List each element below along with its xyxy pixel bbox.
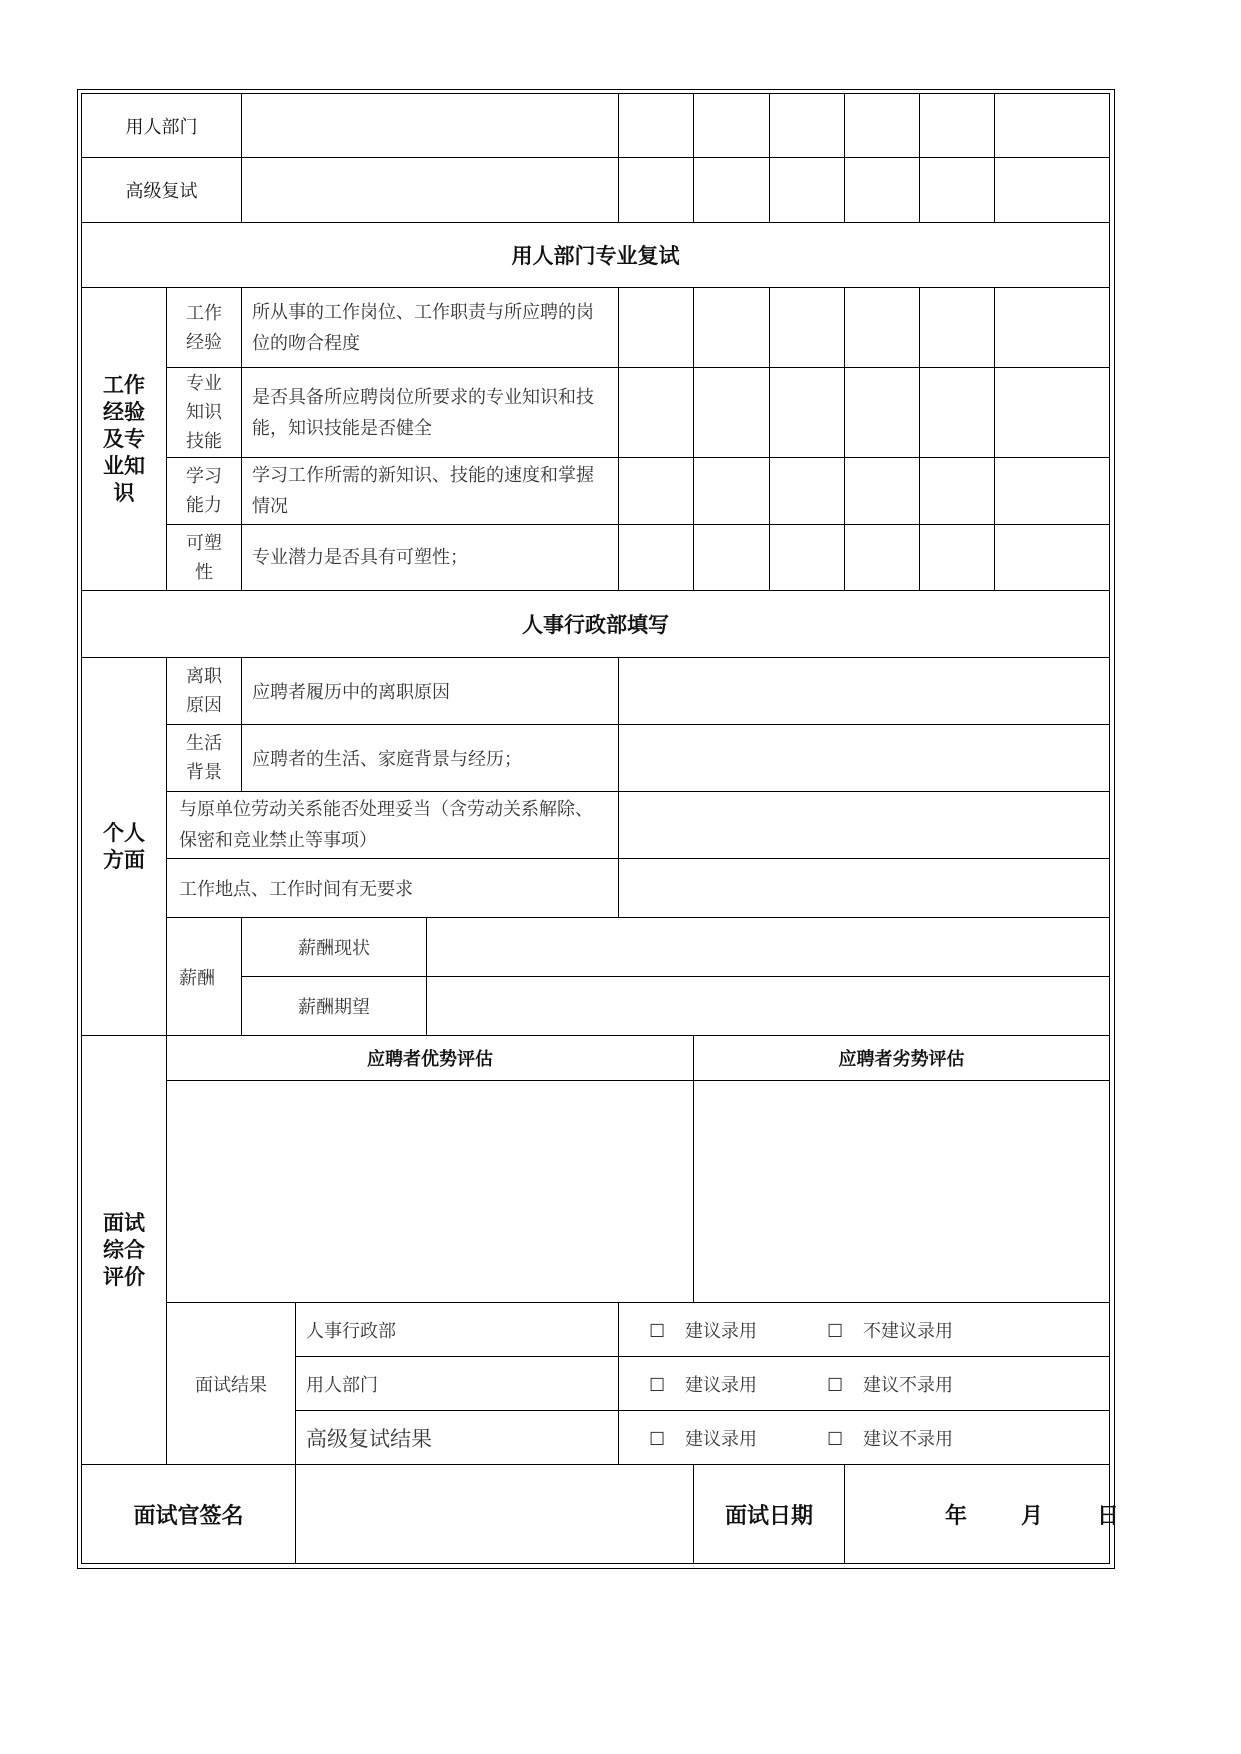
score-cell[interactable] (619, 288, 694, 368)
row-signature (82, 1465, 1110, 1564)
strengths-title: 应聘者优势评估 (167, 1036, 694, 1081)
dept-section-title: 用人部门专业复试 (82, 223, 1110, 288)
work-location-field[interactable] (619, 859, 1110, 918)
score-cell[interactable] (694, 525, 770, 591)
option-label: 建议录用 (685, 1428, 758, 1450)
interviewer-sign-label: 面试官签名 (82, 1465, 296, 1564)
score-cell[interactable] (845, 288, 920, 368)
interviewer-sign-field[interactable] (296, 1465, 694, 1564)
result-dept-senior: 高级复试结果 (296, 1411, 619, 1465)
weaknesses-title: 应聘者劣势评估 (694, 1036, 1110, 1081)
score-cell[interactable] (995, 288, 1110, 368)
checkbox-not-recommend-hire[interactable]: ☐ (827, 1428, 844, 1450)
row-dept-section-header (82, 223, 1110, 288)
option-label: 建议不录用 (863, 1428, 954, 1450)
row-work-location (82, 859, 1110, 918)
interview-date-label: 面试日期 (694, 1465, 845, 1564)
item-desc-work-experience: 所从事的工作岗位、工作职责与所应聘的岗位的吻合程度 (242, 288, 619, 368)
row-plasticity (82, 525, 1110, 591)
row-professional-skills (82, 368, 1110, 458)
leaving-reason-field[interactable] (619, 658, 1110, 725)
day-label: 日 (1097, 1503, 1120, 1529)
checkbox-recommend-hire[interactable]: ☐ (649, 1428, 666, 1450)
result-options-hr (619, 1303, 1110, 1357)
employing-dept-field[interactable] (242, 94, 619, 158)
item-label-work-experience: 工作 经验 (167, 288, 242, 368)
salary-label: 薪酬 (167, 918, 242, 1036)
item-desc-leaving-reason: 应聘者履历中的离职原因 (242, 658, 619, 725)
score-cell[interactable] (619, 458, 694, 525)
score-cell[interactable] (770, 94, 845, 158)
score-cell[interactable] (845, 458, 920, 525)
score-cell[interactable] (619, 94, 694, 158)
checkbox-recommend-hire[interactable]: ☐ (649, 1320, 666, 1342)
strengths-field[interactable] (167, 1081, 694, 1303)
row-hr-section-header (82, 591, 1110, 658)
score-cell[interactable] (920, 525, 995, 591)
item-label-learning-ability: 学习 能力 (167, 458, 242, 525)
experience-group-label: 工作 经验 及专 业知 识 (82, 288, 167, 591)
item-desc-learning-ability: 学习工作所需的新知识、技能的速度和掌握情况 (242, 458, 619, 525)
row-learning-ability (82, 458, 1110, 525)
salary-current-field[interactable] (427, 918, 1110, 977)
evaluation-group-label: 面试 综合 评价 (82, 1036, 167, 1465)
row-eval-headers (82, 1036, 1110, 1081)
score-cell[interactable] (920, 158, 995, 223)
salary-expected-label: 薪酬期望 (242, 977, 427, 1036)
row-leaving-reason (82, 658, 1110, 725)
score-cell[interactable] (619, 368, 694, 458)
row-work-experience (82, 288, 1110, 368)
option-label: 建议不录用 (863, 1374, 954, 1396)
row-result-hr (82, 1303, 1110, 1357)
score-cell[interactable] (995, 94, 1110, 158)
option-label: 建议录用 (685, 1374, 758, 1396)
row-employing-dept (82, 94, 1110, 158)
score-cell[interactable] (920, 288, 995, 368)
item-desc-life-background: 应聘者的生活、家庭背景与经历； (242, 725, 619, 792)
row-senior-retest (82, 158, 1110, 223)
score-cell[interactable] (920, 94, 995, 158)
interview-date-field[interactable] (845, 1465, 1120, 1564)
score-cell[interactable] (920, 368, 995, 458)
score-cell[interactable] (995, 458, 1110, 525)
employing-dept-label: 用人部门 (82, 94, 242, 158)
score-cell[interactable] (920, 458, 995, 525)
senior-retest-field[interactable] (242, 158, 619, 223)
score-cell[interactable] (845, 158, 920, 223)
item-label-life-background: 生活 背景 (167, 725, 242, 792)
checkbox-not-recommend-hire[interactable]: ☐ (827, 1320, 844, 1342)
item-label-plasticity: 可塑 性 (167, 525, 242, 591)
score-cell[interactable] (694, 368, 770, 458)
item-label-professional-skills: 专业 知识 技能 (167, 368, 242, 458)
checkbox-not-recommend-hire[interactable]: ☐ (827, 1374, 844, 1396)
weaknesses-field[interactable] (694, 1081, 1110, 1303)
score-cell[interactable] (995, 368, 1110, 458)
salary-expected-field[interactable] (427, 977, 1110, 1036)
item-desc-plasticity: 专业潜力是否具有可塑性； (242, 525, 619, 591)
work-location-desc: 工作地点、工作时间有无要求 (167, 859, 619, 918)
result-options-dept (619, 1357, 1110, 1411)
year-label: 年 (945, 1503, 968, 1529)
score-cell[interactable] (770, 525, 845, 591)
row-life-background (82, 725, 1110, 792)
labor-relation-desc: 与原单位劳动关系能否处理妥当（含劳动关系解除、保密和竞业禁止等事项） (167, 792, 619, 859)
interview-result-label: 面试结果 (167, 1303, 296, 1465)
interview-evaluation-table (81, 93, 1120, 1564)
row-salary-current (82, 918, 1110, 977)
score-cell[interactable] (619, 525, 694, 591)
score-cell[interactable] (845, 525, 920, 591)
hr-section-title: 人事行政部填写 (82, 591, 1110, 658)
score-cell[interactable] (995, 525, 1110, 591)
personal-group-label: 个人 方面 (82, 658, 167, 1036)
score-cell[interactable] (770, 158, 845, 223)
option-label: 建议录用 (685, 1320, 758, 1342)
month-label: 月 (1021, 1503, 1044, 1529)
score-cell[interactable] (694, 158, 770, 223)
option-label: 不建议录用 (863, 1320, 954, 1342)
item-desc-professional-skills: 是否具备所应聘岗位所要求的专业知识和技能，知识技能是否健全 (242, 368, 619, 458)
labor-relation-field[interactable] (619, 792, 1110, 859)
row-labor-relation (82, 792, 1110, 859)
score-cell[interactable] (694, 288, 770, 368)
row-eval-content (82, 1081, 1110, 1303)
score-cell[interactable] (770, 288, 845, 368)
score-cell[interactable] (694, 458, 770, 525)
interview-form (77, 89, 1120, 1569)
salary-current-label: 薪酬现状 (242, 918, 427, 977)
score-cell[interactable] (845, 368, 920, 458)
senior-retest-label: 高级复试 (82, 158, 242, 223)
result-options-senior (619, 1411, 1110, 1465)
item-label-leaving-reason: 离职 原因 (167, 658, 242, 725)
score-cell[interactable] (995, 158, 1110, 223)
score-cell[interactable] (770, 458, 845, 525)
score-cell[interactable] (770, 368, 845, 458)
life-background-field[interactable] (619, 725, 1110, 792)
checkbox-recommend-hire[interactable]: ☐ (649, 1374, 666, 1396)
score-cell[interactable] (845, 94, 920, 158)
result-dept-hr: 人事行政部 (296, 1303, 619, 1357)
score-cell[interactable] (619, 158, 694, 223)
result-dept-employing: 用人部门 (296, 1357, 619, 1411)
score-cell[interactable] (694, 94, 770, 158)
